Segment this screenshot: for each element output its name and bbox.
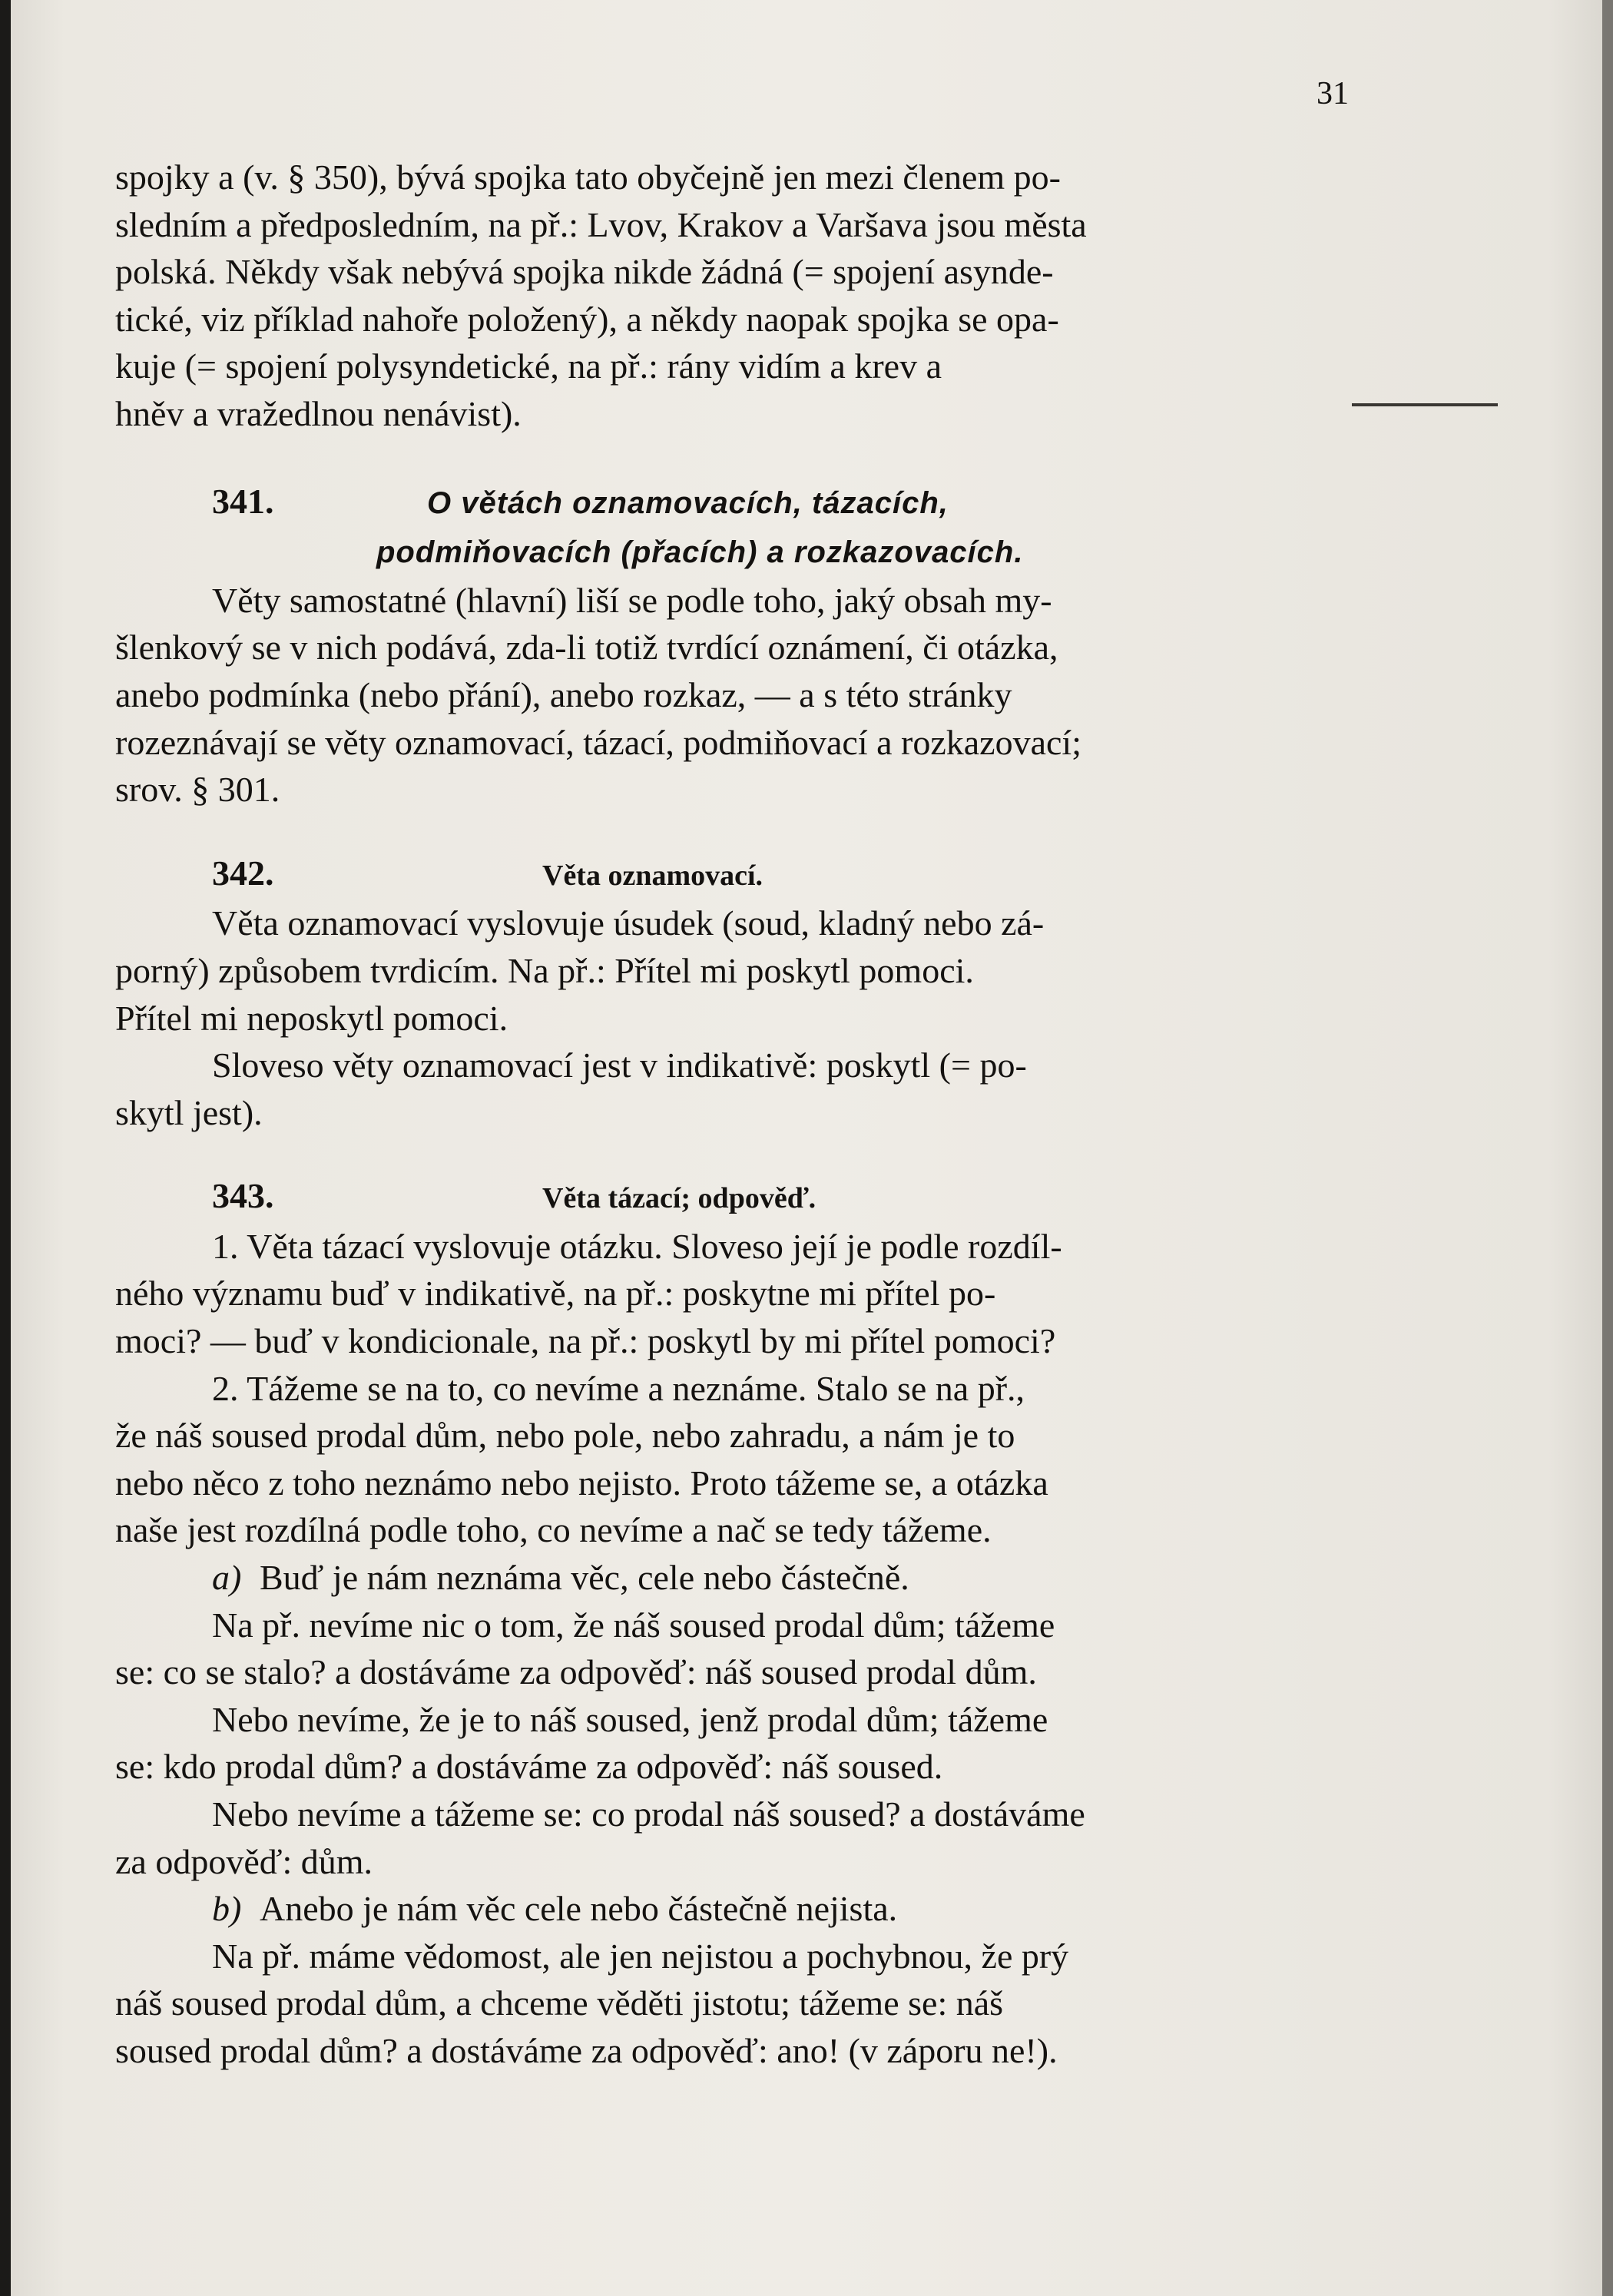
b-p1-line-3: soused prodal dům? a dostáváme za odpověď: ano! (v záporu ne!).	[115, 2030, 1058, 2070]
section-341-heading	[115, 478, 1350, 577]
s342-line-3: Přítel mi neposkytl pomoci.	[115, 998, 508, 1038]
a-p2-line-2: se: kdo prodal dům? a dostáváme za odpověď: náš soused.	[115, 1747, 943, 1787]
a-p1-line-2: se: co se stalo? a dostáváme za odpověď: náš soused prodal dům.	[115, 1652, 1037, 1692]
s343-p1-line-2: ného významu buď v indikativě, na př.: poskytne mi přítel po-	[115, 1274, 996, 1314]
intro-line-3: polská. Někdy však nebývá spojka nikde žádná (= spojení asynde-	[115, 252, 1054, 292]
b-p1-line-1: Na př. máme vědomost, ale jen nejistou a pochybnou, že prý	[212, 1936, 1069, 1976]
s342-line-5: skytl jest).	[115, 1092, 263, 1132]
section-title: Věta tázací; odpověď.	[542, 1182, 816, 1215]
section-title-cont: podmiňovacích (přacích) a rozkazovacích.	[376, 535, 1024, 570]
intro-line-2: sledním a předposledním, na př.: Lvov, Krakov a Varšava jsou města	[115, 204, 1087, 244]
page-body	[115, 154, 1350, 2075]
subitem-b	[115, 1885, 1350, 1933]
page-edge	[1602, 0, 1613, 2296]
subitem-text: Anebo je nám věc cele nebo částečně nejista.	[260, 1889, 898, 1929]
s343-p2-line-4: naše jest rozdílná podle toho, co nevíme a nač se tedy tážeme.	[115, 1510, 992, 1550]
s342-line-1: Věta oznamovací vyslovuje úsudek (soud, kladný nebo zá-	[212, 903, 1045, 943]
a-p2-line-1: Nebo nevíme, že je to náš soused, jenž prodal dům; tážeme	[212, 1699, 1048, 1739]
b-p1-line-2: náš soused prodal dům, a chceme věděti jistotu; tážeme se: náš	[115, 1983, 1004, 2023]
binding-edge	[0, 0, 11, 2296]
a-p3-line-2: za odpověď: dům.	[115, 1841, 373, 1881]
a-p3-line-1: Nebo nevíme a tážeme se: co prodal náš soused? a dostáváme	[212, 1794, 1085, 1834]
section-number: 341.	[212, 481, 274, 521]
s342-line-2: porný) způsobem tvrdicím. Na př.: Přítel mi poskytl pomoci.	[115, 950, 974, 990]
a-p1-line-1: Na př. nevíme nic o tom, že náš soused prodal dům; tážeme	[212, 1605, 1055, 1645]
page-number: 31	[1317, 76, 1349, 111]
subitem-text: Buď je nám neznáma věc, cele nebo částečně.	[260, 1558, 909, 1598]
section-title: O větách oznamovacích, tázacích,	[427, 485, 949, 520]
intro-line-1: spojky a (v. § 350), bývá spojka tato obyčejně jen mezi členem po-	[115, 157, 1061, 197]
subitem-label: b)	[212, 1889, 242, 1929]
s343-p2-line-1: 2. Tážeme se na to, co nevíme a neznáme. Stalo se na př.,	[212, 1368, 1025, 1408]
intro-line-4: tické, viz příklad nahoře položený), a někdy naopak spojka se opa-	[115, 299, 1059, 339]
s342-line-4: Sloveso věty oznamovací jest v indikativě: poskytl (= po-	[212, 1045, 1027, 1085]
s341-line-1: Věty samostatné (hlavní) liší se podle toho, jaký obsah my-	[212, 580, 1052, 620]
section-342-heading	[115, 850, 1350, 900]
intro-line-5: kuje (= spojení polysyndetické, na př.: rány vidím a krev a	[115, 346, 942, 386]
section-title: Věta oznamovací.	[542, 859, 763, 892]
s343-p2-line-2: že náš soused prodal dům, nebo pole, nebo zahradu, a nám je to	[115, 1416, 1015, 1456]
s343-p1-line-3: moci? — buď v kondicionale, na př.: poskytl by mi přítel pomoci?	[115, 1321, 1056, 1361]
subitem-label: a)	[212, 1558, 242, 1598]
s341-line-3: anebo podmínka (nebo přání), anebo rozkaz, — a s této stránky	[115, 674, 1012, 714]
s341-line-2: šlenkový se v nich podává, zda-li totiž tvrdící oznámení, či otázka,	[115, 628, 1058, 668]
s343-p2-line-3: nebo něco z toho neznámo nebo nejisto. Proto tážeme se, a otázka	[115, 1463, 1048, 1503]
section-number: 342.	[212, 853, 274, 893]
intro-line-6: hněv a vražedlnou nenávist).	[115, 393, 522, 433]
margin-mark	[1352, 403, 1498, 406]
s341-line-4: rozeznávají se věty oznamovací, tázací, podmiňovací a rozkazovací;	[115, 722, 1081, 762]
section-number: 343.	[212, 1176, 274, 1216]
s341-line-5: srov. § 301.	[115, 770, 280, 810]
s343-p1-line-1: 1. Věta tázací vyslovuje otázku. Sloveso její je podle rozdíl-	[212, 1226, 1062, 1266]
subitem-a	[115, 1554, 1350, 1602]
section-343-heading	[115, 1172, 1350, 1223]
